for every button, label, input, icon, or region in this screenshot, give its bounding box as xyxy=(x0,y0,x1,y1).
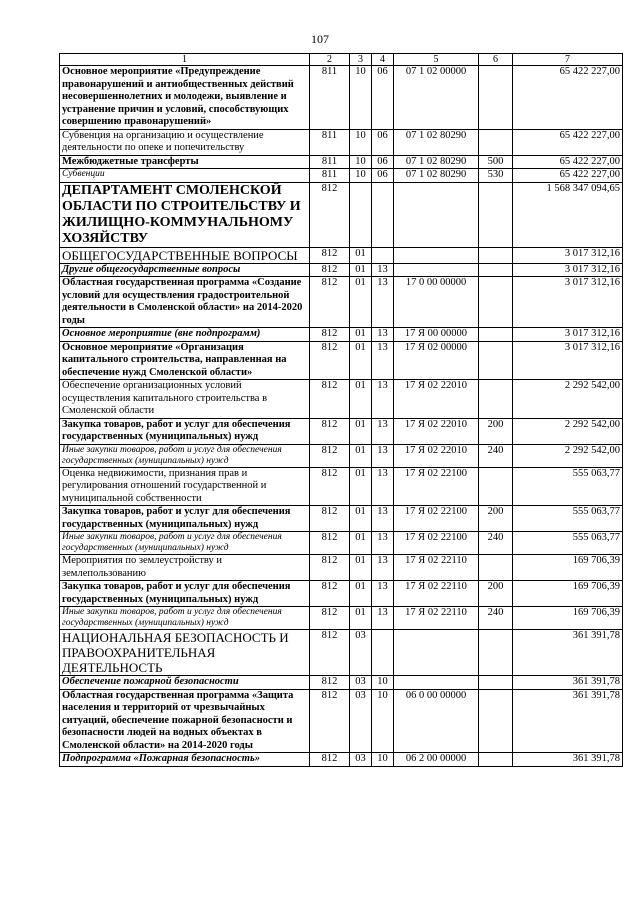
subsection-code: 13 xyxy=(372,444,394,467)
section-code: 01 xyxy=(350,328,372,342)
admin-code: 811 xyxy=(310,66,350,130)
amount: 361 391,78 xyxy=(513,676,623,690)
row-name: Основное мероприятие «Организация капитального строительства, направленная на обеспечение нужд Смоленской области» xyxy=(60,341,310,380)
target-code: 17 Я 02 22010 xyxy=(394,380,479,419)
amount: 65 422 227,00 xyxy=(513,155,623,169)
section-code: 03 xyxy=(350,676,372,690)
target-code: 17 Я 02 22010 xyxy=(394,444,479,467)
expense-type-code xyxy=(479,129,513,155)
expense-type-code xyxy=(479,467,513,506)
target-code xyxy=(394,247,479,263)
expense-type-code: 240 xyxy=(479,607,513,630)
table-row xyxy=(60,676,623,690)
table-row xyxy=(60,532,623,555)
admin-code: 812 xyxy=(310,418,350,444)
table-row xyxy=(60,689,623,753)
admin-code: 812 xyxy=(310,555,350,581)
table-row xyxy=(60,328,623,342)
table-row xyxy=(60,753,623,767)
subsection-code: 10 xyxy=(372,676,394,690)
table-row xyxy=(60,155,623,169)
expense-type-code xyxy=(479,263,513,277)
expense-type-code: 530 xyxy=(479,169,513,183)
subsection-code xyxy=(372,630,394,676)
amount: 169 706,39 xyxy=(513,555,623,581)
expense-type-code: 240 xyxy=(479,532,513,555)
amount: 361 391,78 xyxy=(513,753,623,767)
table-row xyxy=(60,169,623,183)
header-cell: 1 xyxy=(60,54,310,66)
table-row xyxy=(60,444,623,467)
row-name: Основное мероприятие (вне подпрограмм) xyxy=(60,328,310,342)
table-row xyxy=(60,630,623,676)
target-code: 17 Я 02 22010 xyxy=(394,418,479,444)
row-name: Субвенции xyxy=(60,169,310,183)
header-cell: 2 xyxy=(310,54,350,66)
admin-code: 812 xyxy=(310,607,350,630)
section-code xyxy=(350,182,372,247)
section-code: 01 xyxy=(350,607,372,630)
row-name: Субвенция на организацию и осуществление деятельности по опеке и попечительству xyxy=(60,129,310,155)
row-name: Закупка товаров, работ и услуг для обеспечения государственных (муниципальных) нужд xyxy=(60,506,310,532)
table-row xyxy=(60,66,623,130)
section-code: 01 xyxy=(350,506,372,532)
admin-code: 811 xyxy=(310,129,350,155)
target-code: 07 1 02 80290 xyxy=(394,129,479,155)
row-name: Иные закупки товаров, работ и услуг для обеспечения государственных (муниципальных) нужд xyxy=(60,607,310,630)
header-cell: 7 xyxy=(513,54,623,66)
admin-code: 812 xyxy=(310,676,350,690)
row-name: Закупка товаров, работ и услуг для обеспечения государственных (муниципальных) нужд xyxy=(60,418,310,444)
amount: 361 391,78 xyxy=(513,630,623,676)
admin-code: 812 xyxy=(310,380,350,419)
section-code: 10 xyxy=(350,129,372,155)
admin-code: 812 xyxy=(310,277,350,328)
row-name: Обеспечение пожарной безопасности xyxy=(60,676,310,690)
budget-table xyxy=(59,53,623,767)
amount: 3 017 312,16 xyxy=(513,341,623,380)
section-code: 10 xyxy=(350,66,372,130)
amount: 169 706,39 xyxy=(513,607,623,630)
expense-type-code xyxy=(479,182,513,247)
subsection-code: 13 xyxy=(372,555,394,581)
target-code: 17 Я 02 22110 xyxy=(394,581,479,607)
section-code: 10 xyxy=(350,155,372,169)
target-code: 17 Я 02 22100 xyxy=(394,532,479,555)
row-name: Областная государственная программа «Защита населения и территорий от чрезвычайных ситуаций, обеспечение пожарной безопасности и безопасности людей на водных объектах в Смоленской области» на 2014-2020 годы xyxy=(60,689,310,753)
subsection-code xyxy=(372,247,394,263)
row-name: Иные закупки товаров, работ и услуг для обеспечения государственных (муниципальных) нужд xyxy=(60,532,310,555)
row-name: Основное мероприятие «Предупреждение правонарушений и антиобщественных действий несовершеннолетних и молодежи, выявление и устранение причин и условий, способствующих совершению правонарушений» xyxy=(60,66,310,130)
admin-code: 812 xyxy=(310,263,350,277)
admin-code: 812 xyxy=(310,581,350,607)
table-row xyxy=(60,607,623,630)
admin-code: 812 xyxy=(310,753,350,767)
admin-code: 811 xyxy=(310,169,350,183)
table-row xyxy=(60,182,623,247)
expense-type-code: 240 xyxy=(479,444,513,467)
subsection-code: 10 xyxy=(372,689,394,753)
amount: 555 063,77 xyxy=(513,467,623,506)
target-code: 07 1 02 80290 xyxy=(394,169,479,183)
amount: 2 292 542,00 xyxy=(513,444,623,467)
section-code: 01 xyxy=(350,277,372,328)
section-code: 03 xyxy=(350,630,372,676)
amount: 65 422 227,00 xyxy=(513,129,623,155)
expense-type-code xyxy=(479,380,513,419)
amount: 3 017 312,16 xyxy=(513,277,623,328)
table-header-row xyxy=(60,54,623,66)
target-code: 06 0 00 00000 xyxy=(394,689,479,753)
table-row xyxy=(60,263,623,277)
subsection-code: 13 xyxy=(372,328,394,342)
section-code: 01 xyxy=(350,532,372,555)
table-row xyxy=(60,581,623,607)
row-name: Мероприятия по землеустройству и землепользованию xyxy=(60,555,310,581)
admin-code: 812 xyxy=(310,182,350,247)
expense-type-code xyxy=(479,277,513,328)
row-name: ОБЩЕГОСУДАРСТВЕННЫЕ ВОПРОСЫ xyxy=(60,247,310,263)
amount: 555 063,77 xyxy=(513,532,623,555)
row-name: ДЕПАРТАМЕНТ СМОЛЕНСКОЙ ОБЛАСТИ ПО СТРОИТЕЛЬСТВУ И ЖИЛИЩНО-КОММУНАЛЬНОМУ ХОЗЯЙСТВУ xyxy=(60,182,310,247)
target-code xyxy=(394,630,479,676)
expense-type-code xyxy=(479,676,513,690)
expense-type-code: 200 xyxy=(479,418,513,444)
row-name: НАЦИОНАЛЬНАЯ БЕЗОПАСНОСТЬ И ПРАВООХРАНИТЕЛЬНАЯ ДЕЯТЕЛЬНОСТЬ xyxy=(60,630,310,676)
target-code xyxy=(394,263,479,277)
header-cell: 3 xyxy=(350,54,372,66)
amount: 555 063,77 xyxy=(513,506,623,532)
subsection-code: 13 xyxy=(372,607,394,630)
section-code: 01 xyxy=(350,380,372,419)
expense-type-code: 500 xyxy=(479,155,513,169)
subsection-code: 10 xyxy=(372,753,394,767)
target-code: 06 2 00 00000 xyxy=(394,753,479,767)
expense-type-code xyxy=(479,247,513,263)
header-cell: 5 xyxy=(394,54,479,66)
subsection-code: 13 xyxy=(372,506,394,532)
expense-type-code xyxy=(479,630,513,676)
section-code: 01 xyxy=(350,263,372,277)
expense-type-code xyxy=(479,555,513,581)
row-name: Областная государственная программа «Создание условий для осуществления градостроительной деятельности в Смоленской области» на 2014-2020 годы xyxy=(60,277,310,328)
section-code: 03 xyxy=(350,689,372,753)
section-code: 01 xyxy=(350,418,372,444)
row-name: Закупка товаров, работ и услуг для обеспечения государственных (муниципальных) нужд xyxy=(60,581,310,607)
row-name: Иные закупки товаров, работ и услуг для обеспечения государственных (муниципальных) нужд xyxy=(60,444,310,467)
admin-code: 812 xyxy=(310,341,350,380)
table-row xyxy=(60,247,623,263)
table-row xyxy=(60,380,623,419)
section-code: 01 xyxy=(350,555,372,581)
target-code: 17 Я 02 22110 xyxy=(394,555,479,581)
subsection-code: 13 xyxy=(372,263,394,277)
admin-code: 812 xyxy=(310,444,350,467)
table-row xyxy=(60,341,623,380)
row-name: Оценка недвижимости, признания прав и регулирования отношений государственной и муниципальной собственности xyxy=(60,467,310,506)
row-name: Межбюджетные трансферты xyxy=(60,155,310,169)
subsection-code: 13 xyxy=(372,418,394,444)
section-code: 01 xyxy=(350,247,372,263)
amount: 65 422 227,00 xyxy=(513,169,623,183)
admin-code: 812 xyxy=(310,247,350,263)
row-name: Подпрограмма «Пожарная безопасность» xyxy=(60,753,310,767)
target-code: 17 Я 02 22100 xyxy=(394,467,479,506)
subsection-code: 13 xyxy=(372,341,394,380)
subsection-code: 13 xyxy=(372,581,394,607)
admin-code: 812 xyxy=(310,467,350,506)
admin-code: 812 xyxy=(310,630,350,676)
target-code: 17 Я 02 22110 xyxy=(394,607,479,630)
amount: 3 017 312,16 xyxy=(513,247,623,263)
target-code: 17 Я 00 00000 xyxy=(394,328,479,342)
target-code: 17 Я 02 22100 xyxy=(394,506,479,532)
subsection-code: 06 xyxy=(372,169,394,183)
expense-type-code xyxy=(479,753,513,767)
section-code: 03 xyxy=(350,753,372,767)
header-cell: 4 xyxy=(372,54,394,66)
section-code: 01 xyxy=(350,581,372,607)
amount: 1 568 347 094,65 xyxy=(513,182,623,247)
admin-code: 811 xyxy=(310,155,350,169)
amount: 3 017 312,16 xyxy=(513,263,623,277)
admin-code: 812 xyxy=(310,328,350,342)
subsection-code: 06 xyxy=(372,155,394,169)
subsection-code: 13 xyxy=(372,532,394,555)
target-code xyxy=(394,676,479,690)
table-row xyxy=(60,555,623,581)
subsection-code: 13 xyxy=(372,277,394,328)
target-code xyxy=(394,182,479,247)
subsection-code: 13 xyxy=(372,380,394,419)
expense-type-code xyxy=(479,689,513,753)
section-code: 01 xyxy=(350,467,372,506)
target-code: 17 Я 02 00000 xyxy=(394,341,479,380)
row-name: Обеспечение организационных условий осуществления капитального строительства в Смоленской области xyxy=(60,380,310,419)
section-code: 01 xyxy=(350,341,372,380)
table-row xyxy=(60,506,623,532)
admin-code: 812 xyxy=(310,689,350,753)
amount: 361 391,78 xyxy=(513,689,623,753)
amount: 169 706,39 xyxy=(513,581,623,607)
subsection-code: 06 xyxy=(372,129,394,155)
table-row xyxy=(60,129,623,155)
amount: 65 422 227,00 xyxy=(513,66,623,130)
subsection-code xyxy=(372,182,394,247)
amount: 2 292 542,00 xyxy=(513,380,623,419)
section-code: 01 xyxy=(350,444,372,467)
subsection-code: 06 xyxy=(372,66,394,130)
row-name: Другие общегосударственные вопросы xyxy=(60,263,310,277)
expense-type-code xyxy=(479,328,513,342)
header-cell: 6 xyxy=(479,54,513,66)
admin-code: 812 xyxy=(310,532,350,555)
target-code: 17 0 00 00000 xyxy=(394,277,479,328)
table-row xyxy=(60,277,623,328)
amount: 3 017 312,16 xyxy=(513,328,623,342)
expense-type-code xyxy=(479,66,513,130)
page-number: 107 xyxy=(311,32,329,46)
amount: 2 292 542,00 xyxy=(513,418,623,444)
expense-type-code: 200 xyxy=(479,506,513,532)
target-code: 07 1 02 80290 xyxy=(394,155,479,169)
table-row xyxy=(60,467,623,506)
expense-type-code xyxy=(479,341,513,380)
section-code: 10 xyxy=(350,169,372,183)
expense-type-code: 200 xyxy=(479,581,513,607)
target-code: 07 1 02 00000 xyxy=(394,66,479,130)
subsection-code: 13 xyxy=(372,467,394,506)
admin-code: 812 xyxy=(310,506,350,532)
table-row xyxy=(60,418,623,444)
